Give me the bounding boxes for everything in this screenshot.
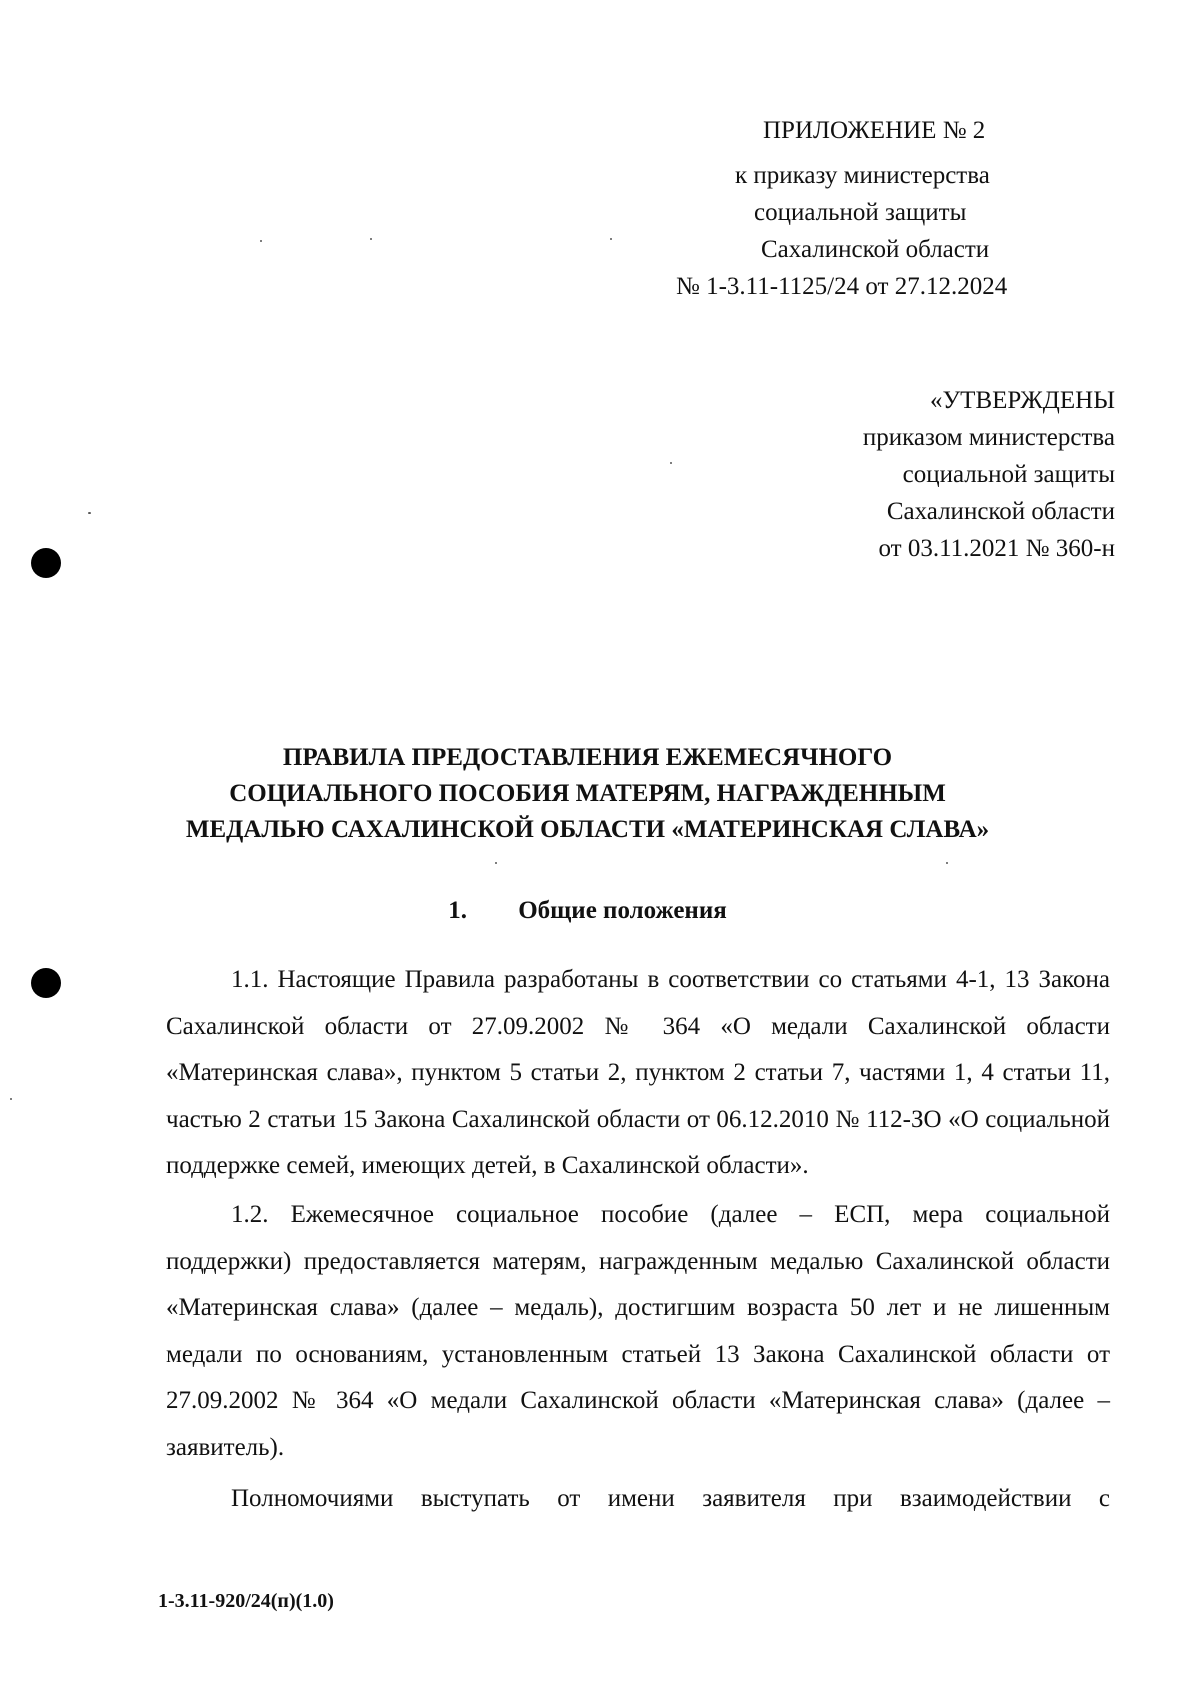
approved-line: Сахалинской области xyxy=(886,498,1115,525)
scan-speck xyxy=(946,862,948,864)
scan-speck xyxy=(260,240,262,242)
paragraph-1-1: 1.1. Настоящие Правила разработаны в соответствии со статьями 4-1, 13 Закона Сахалинской области от 27.09.2002 № 364 «О медали Сахалинской области «Материнская слава», пунктом 5 статьи 2, пунктом 2 статьи 7, частями 1, 4 статьи 11, частью 2 статьи 15 Закона Сахалинской области от 06.12.2010 № 112-ЗО «О социальной поддержке семей, имеющих детей, в Сахалинской области». xyxy=(166,966,1110,1180)
document-title xyxy=(120,740,1055,848)
paragraph-continuation: Полномочиями выступать от имени заявителя при взаимодействии с xyxy=(231,1484,1110,1512)
attachment-order-number: № 1-3.11-1125/24 от 27.12.2024 xyxy=(676,273,1008,300)
scan-speck xyxy=(10,1098,12,1100)
scan-speck xyxy=(495,862,497,864)
paragraph-1-2: 1.2. Ежемесячное социальное пособие (далее – ЕСП, мера социальной поддержки) предоставляется матерям, награжденным медалью Сахалинской области «Материнская слава» (далее – медаль), достигшим возраста 50 лет и не лишенным медали по основаниям, установленным статьей 13 Закона Сахалинской области от 27.09.2002 № 364 «О медали Сахалинской области «Материнская слава» (далее – заявитель). xyxy=(166,1200,1110,1461)
approved-line: «УТВЕРЖДЕНЫ xyxy=(929,387,1115,414)
document-body xyxy=(166,957,1110,1524)
scan-speck xyxy=(670,462,672,464)
attachment-line: Сахалинской области xyxy=(761,236,990,263)
attachment-header xyxy=(676,112,1135,305)
section-heading xyxy=(120,893,1055,929)
attachment-line: к приказу министерства xyxy=(735,162,990,189)
document-title-line: ПРАВИЛА ПРЕДОСТАВЛЕНИЯ ЕЖЕМЕСЯЧНОГО xyxy=(282,744,893,771)
approved-line: социальной защиты xyxy=(902,461,1115,488)
document-title-line: МЕДАЛЬЮ САХАЛИНСКОЙ ОБЛАСТИ «МАТЕРИНСКАЯ СЛАВА» xyxy=(185,816,990,843)
scan-speck xyxy=(610,238,612,240)
document-code: 1-3.11-920/24(п)(1.0) xyxy=(158,1590,334,1612)
document-title-line: СОЦИАЛЬНОГО ПОСОБИЯ МАТЕРЯМ, НАГРАЖДЕННЫМ xyxy=(229,780,946,807)
section-number: 1. xyxy=(448,897,467,924)
approved-header xyxy=(700,382,1115,567)
section-title: Общие положения xyxy=(518,897,727,924)
attachment-line: социальной защиты xyxy=(754,199,967,226)
approved-line: приказом министерства xyxy=(862,424,1115,451)
scan-speck xyxy=(88,512,91,514)
punch-hole-top xyxy=(31,548,61,578)
scan-speck xyxy=(370,238,372,240)
punch-hole-bottom xyxy=(31,968,61,998)
attachment-title: ПРИЛОЖЕНИЕ № 2 xyxy=(763,117,986,144)
approved-order-date: от 03.11.2021 № 360-н xyxy=(878,535,1115,562)
